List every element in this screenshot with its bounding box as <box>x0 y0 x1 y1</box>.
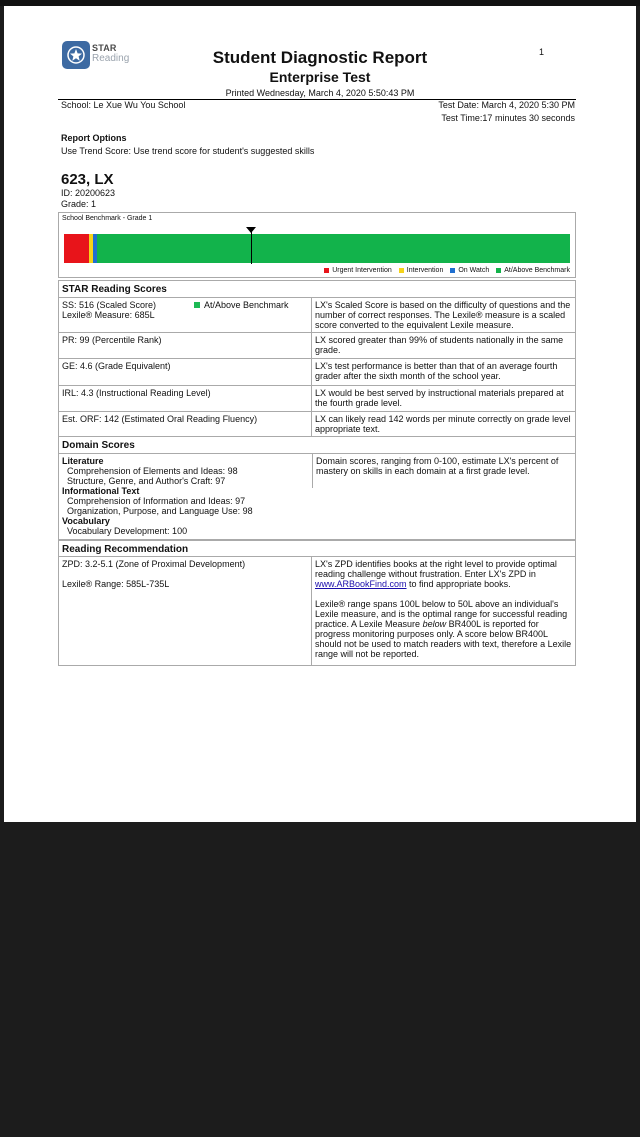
printed-timestamp: Printed Wednesday, March 4, 2020 5:50:43 PM <box>225 88 415 98</box>
recommendation-cell <box>59 557 312 665</box>
vocabulary-score-1: Vocabulary Development: 100 <box>67 526 188 536</box>
red-square-icon <box>324 268 329 273</box>
blue-square-icon <box>450 268 455 273</box>
informational-text-heading: Informational Text <box>62 486 140 496</box>
literature-score-1: Comprehension of Elements and Ideas: 98 <box>67 466 238 476</box>
domain-scores-heading: Domain Scores <box>59 437 575 454</box>
page-number: 1 <box>539 47 545 57</box>
bar-urgent-intervention <box>64 234 89 263</box>
benchmark-status: At/Above Benchmark <box>194 300 289 310</box>
legend-at-above-benchmark: At/Above Benchmark <box>496 267 570 274</box>
student-name: 623, LX <box>61 171 114 188</box>
legend-urgent-intervention: Urgent Intervention <box>324 267 392 274</box>
report-options-heading: Report Options <box>61 133 127 143</box>
scaled-score-description: LX's Scaled Score is based on the difficulty of questions and the number of correct responses. The Lexile® measure is a scaled score converted to the equivalent Lexile measure. <box>315 300 571 330</box>
table-row <box>59 298 575 333</box>
test-date: Test Date: March 4, 2020 5:30 PM <box>438 100 575 110</box>
zpd-description: LX's ZPD identifies books at the right level to provide optimal reading challenge without frustration. Enter LX's ZPD in www.ARBookFind.com to find appropriate books. <box>315 559 557 589</box>
scaled-score-cell <box>59 298 312 332</box>
grade-equivalent-description: LX's test performance is better than that of an average fourth grader after the sixth month of the school year. <box>315 361 558 381</box>
domain-scores-cell <box>59 454 312 539</box>
score-marker-arrow-icon <box>246 227 256 233</box>
report-title: Student Diagnostic Report <box>212 48 428 67</box>
lexile-measure: Lexile® Measure: 685L <box>62 310 155 320</box>
zpd: ZPD: 3.2-5.1 (Zone of Proximal Development) <box>62 559 246 569</box>
lexile-range: Lexile® Range: 585L-735L <box>62 579 170 589</box>
table-row <box>59 333 575 359</box>
domain-scores-description: Domain scores, ranging from 0-100, estimate LX's percent of mastery on skills in each domain at a first grade level. <box>312 454 575 488</box>
table-row <box>59 386 575 412</box>
table-row <box>59 412 575 437</box>
school-name: School: Le Xue Wu You School <box>61 100 186 110</box>
literature-heading: Literature <box>62 456 104 466</box>
recommendation-description <box>312 557 575 665</box>
table-row <box>59 359 575 386</box>
oral-reading-fluency: Est. ORF: 142 (Estimated Oral Reading Fluency) <box>59 412 312 436</box>
arbookfind-link[interactable]: www.ARBookFind.com <box>315 579 407 589</box>
table-row <box>59 454 575 540</box>
logo-text-star: STAR <box>92 43 117 53</box>
orf-description: LX can likely read 142 words per minute correctly on grade level appropriate text. <box>315 414 571 434</box>
literature-score-2: Structure, Genre, and Author's Craft: 97 <box>67 476 226 486</box>
percentile-rank: PR: 99 (Percentile Rank) <box>59 333 312 358</box>
benchmark-label: School Benchmark - Grade 1 <box>62 215 153 222</box>
report-page <box>4 6 636 822</box>
green-square-icon <box>496 268 501 273</box>
lexile-range-description: Lexile® range spans 100L below to 50L above an individual's Lexile measure, and is the optimal range for successful reading practice. A Lexile Measure below BR400L is reported for progress monitoring purposes only. A score below BR400L should not be used to match readers with text, therefore a Lexile range will not be reported. <box>315 599 572 659</box>
informational-score-1: Comprehension of Information and Ideas: 97 <box>67 496 246 506</box>
yellow-square-icon <box>399 268 404 273</box>
scaled-score: SS: 516 (Scaled Score) <box>62 300 157 310</box>
table-row <box>59 557 575 665</box>
informational-score-2: Organization, Purpose, and Language Use: 98 <box>67 506 253 516</box>
bar-at-above-benchmark <box>97 234 570 263</box>
grade-equivalent: GE: 4.6 (Grade Equivalent) <box>59 359 312 385</box>
logo-text-reading: Reading <box>92 53 130 64</box>
test-time: Test Time:17 minutes 30 seconds <box>441 113 575 123</box>
green-square-icon <box>194 302 200 308</box>
report-options-text: Use Trend Score: Use trend score for student's suggested skills <box>61 146 315 156</box>
legend-on-watch: On Watch <box>450 267 489 274</box>
benchmark-legend <box>324 267 570 274</box>
benchmark-chart <box>58 212 576 278</box>
student-grade: Grade: 1 <box>61 199 97 209</box>
instructional-reading-level: IRL: 4.3 (Instructional Reading Level) <box>59 386 312 411</box>
scores-table <box>58 280 576 666</box>
legend-intervention: Intervention <box>399 267 444 274</box>
percentile-rank-description: LX scored greater than 99% of students nationally in the same grade. <box>315 335 564 355</box>
reading-recommendation-heading: Reading Recommendation <box>59 540 575 557</box>
star-reading-scores-heading: STAR Reading Scores <box>59 281 575 298</box>
student-id: ID: 20200623 <box>61 188 116 198</box>
vocabulary-heading: Vocabulary <box>62 516 110 526</box>
report-subtitle: Enterprise Test <box>269 69 371 85</box>
irl-description: LX would be best served by instructional materials prepared at the fourth grade level. <box>315 388 564 408</box>
